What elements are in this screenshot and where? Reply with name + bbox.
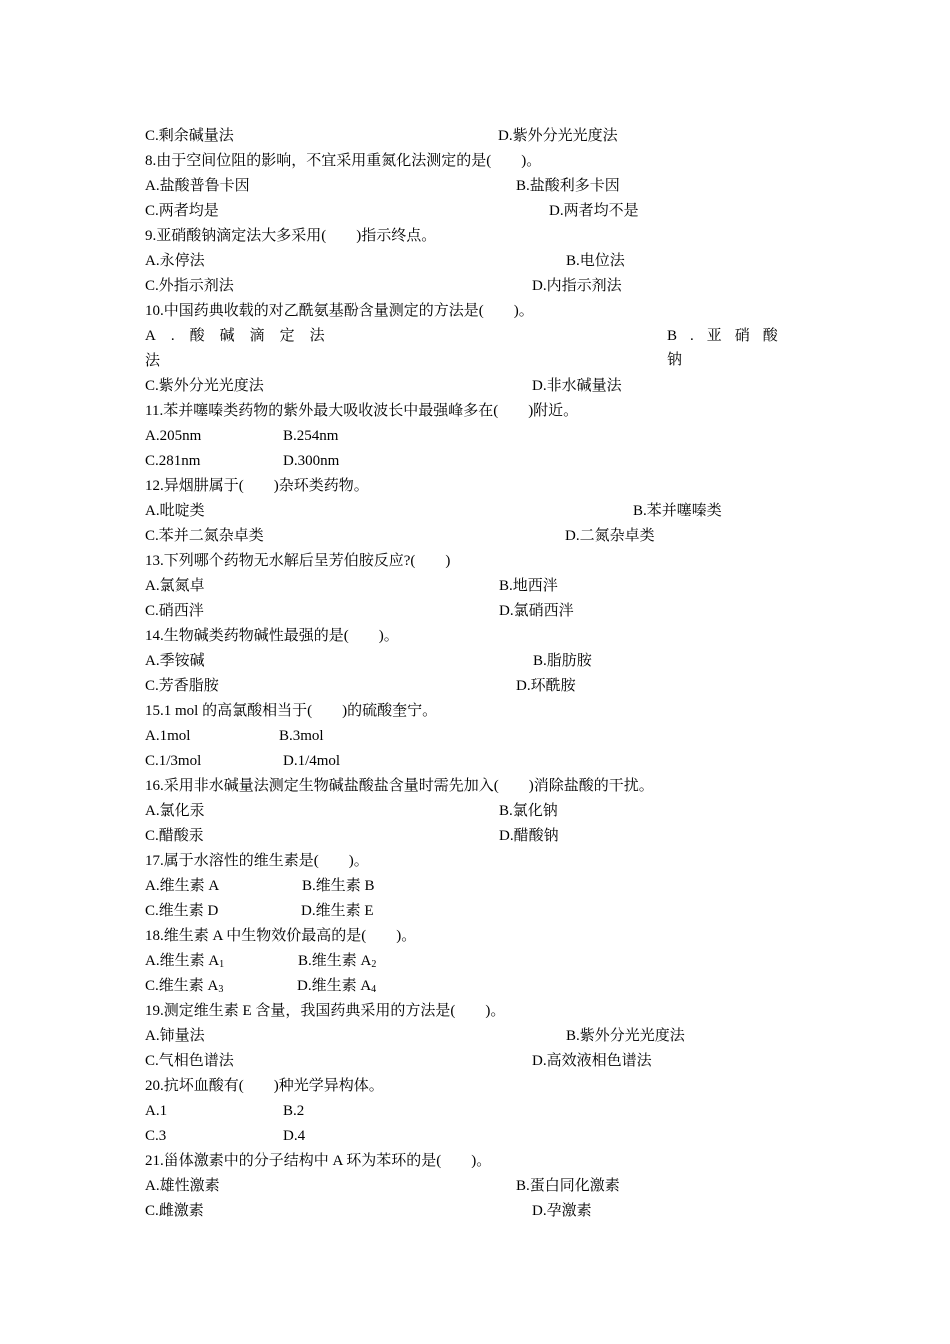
option-a: A.吡啶类 — [145, 503, 205, 519]
option-a: A.氯氮卓 — [145, 578, 205, 594]
option-a: A.205nm — [145, 428, 202, 444]
option-d: D.紫外分光光度法 — [498, 128, 618, 144]
option-a: A.铈量法 — [145, 1028, 205, 1044]
question-16: 16.采用非水碱量法测定生物碱盐酸盐含量时需先加入( )消除盐酸的干扰。 — [145, 778, 654, 794]
option-a: A.盐酸普鲁卡因 — [145, 178, 250, 194]
option-c: C.外指示剂法 — [145, 278, 234, 294]
question-18: 18.维生素 A 中生物效价最高的是( )。 — [145, 928, 417, 944]
option-d: D.二氮杂卓类 — [565, 528, 655, 544]
option-b — [298, 949, 376, 973]
option-d: D.非水碱量法 — [532, 378, 622, 394]
question-11: 11.苯并噻嗪类药物的紫外最大吸收波长中最强峰多在( )附近。 — [145, 403, 579, 419]
option-b: B.3mol — [279, 728, 324, 744]
option-c: C.苯并二氮杂卓类 — [145, 528, 264, 544]
subscript: 2 — [371, 959, 377, 970]
option-c: C.醋酸汞 — [145, 828, 204, 844]
option-a: A.1 — [145, 1103, 168, 1119]
option-d: D.高效液相色谱法 — [532, 1053, 652, 1069]
option-d: D.环酰胺 — [516, 678, 576, 694]
subscript: 3 — [218, 984, 224, 995]
question-9: 9.亚硝酸钠滴定法大多采用( )指示终点。 — [145, 228, 437, 244]
option-c: C.剩余碱量法 — [145, 128, 234, 144]
option-c: C.紫外分光光度法 — [145, 378, 264, 394]
question-15: 15.1 mol 的高氯酸相当于( )的硫酸奎宁。 — [145, 703, 438, 719]
option-a-text: A.维生素 A — [145, 953, 220, 969]
option-c: C.1/3mol — [145, 753, 202, 769]
option-b: B.电位法 — [566, 253, 625, 269]
option-b-text: B.维生素 A — [298, 953, 372, 969]
option-d: D.氯硝西泮 — [499, 603, 574, 619]
option-b: B.维生素 B — [302, 878, 375, 894]
option-b: B.地西泮 — [499, 578, 558, 594]
option-b: B.氯化钠 — [499, 803, 558, 819]
option-d-text: D.维生素 A — [297, 978, 372, 994]
option-c: C.气相色谱法 — [145, 1053, 234, 1069]
option-a: A.雄性激素 — [145, 1178, 220, 1194]
option-d: D.两者均不是 — [549, 203, 639, 219]
options-row — [145, 324, 807, 368]
subscript: 1 — [219, 959, 225, 970]
question-8: 8.由于空间位阻的影响，不宜采用重氮化法测定的是( )。 — [145, 153, 542, 169]
question-13: 13.下列哪个药物无水解后呈芳伯胺反应?( ) — [145, 553, 451, 569]
option-c-text: C.维生素 A — [145, 978, 219, 994]
option-d: D.内指示剂法 — [532, 278, 622, 294]
option-c: C.芳香脂胺 — [145, 678, 219, 694]
option-c: C.281nm — [145, 453, 201, 469]
option-b: B.254nm — [283, 428, 339, 444]
option-a: A.永停法 — [145, 253, 205, 269]
option-c — [145, 974, 223, 998]
option-b: B.脂肪胺 — [533, 653, 592, 669]
option-c: C.维生素 D — [145, 903, 219, 919]
option-a — [145, 949, 224, 973]
option-a: A.酸碱滴定法 — [145, 328, 340, 344]
option-b: B.紫外分光光度法 — [566, 1028, 685, 1044]
option-d: D.醋酸钠 — [499, 828, 559, 844]
option-c: C.两者均是 — [145, 203, 219, 219]
option-b: B.2 — [283, 1103, 305, 1119]
option-b: B.亚硝酸钠 — [667, 328, 791, 368]
option-c: C.硝西泮 — [145, 603, 204, 619]
question-14: 14.生物碱类药物碱性最强的是( )。 — [145, 628, 399, 644]
option-c: C.雌激素 — [145, 1203, 204, 1219]
option-d — [297, 974, 376, 998]
question-17: 17.属于水溶性的维生素是( )。 — [145, 853, 369, 869]
option-d: D.孕激素 — [532, 1203, 592, 1219]
option-a: A.维生素 A — [145, 878, 220, 894]
option-a: A.季铵碱 — [145, 653, 205, 669]
option-b: B.苯并噻嗪类 — [633, 503, 722, 519]
question-21: 21.甾体激素中的分子结构中 A 环为苯环的是( )。 — [145, 1153, 492, 1169]
option-d: D.1/4mol — [283, 753, 341, 769]
option-b-wrap: 法 — [145, 353, 161, 369]
option-b: B.盐酸利多卡因 — [516, 178, 620, 194]
option-a: A.氯化汞 — [145, 803, 205, 819]
option-a: A.1mol — [145, 728, 191, 744]
question-19: 19.测定维生素 E 含量，我国药典采用的方法是( )。 — [145, 1003, 506, 1019]
question-12: 12.异烟肼属于( )杂环类药物。 — [145, 478, 369, 494]
option-c: C.3 — [145, 1128, 167, 1144]
question-10: 10.中国药典收载的对乙酰氨基酚含量测定的方法是( )。 — [145, 303, 534, 319]
option-d: D.维生素 E — [301, 903, 374, 919]
question-20: 20.抗坏血酸有( )种光学异构体。 — [145, 1078, 384, 1094]
subscript: 4 — [371, 984, 377, 995]
option-d: D.4 — [283, 1128, 306, 1144]
option-b: B.蛋白同化激素 — [516, 1178, 620, 1194]
option-d: D.300nm — [283, 453, 340, 469]
